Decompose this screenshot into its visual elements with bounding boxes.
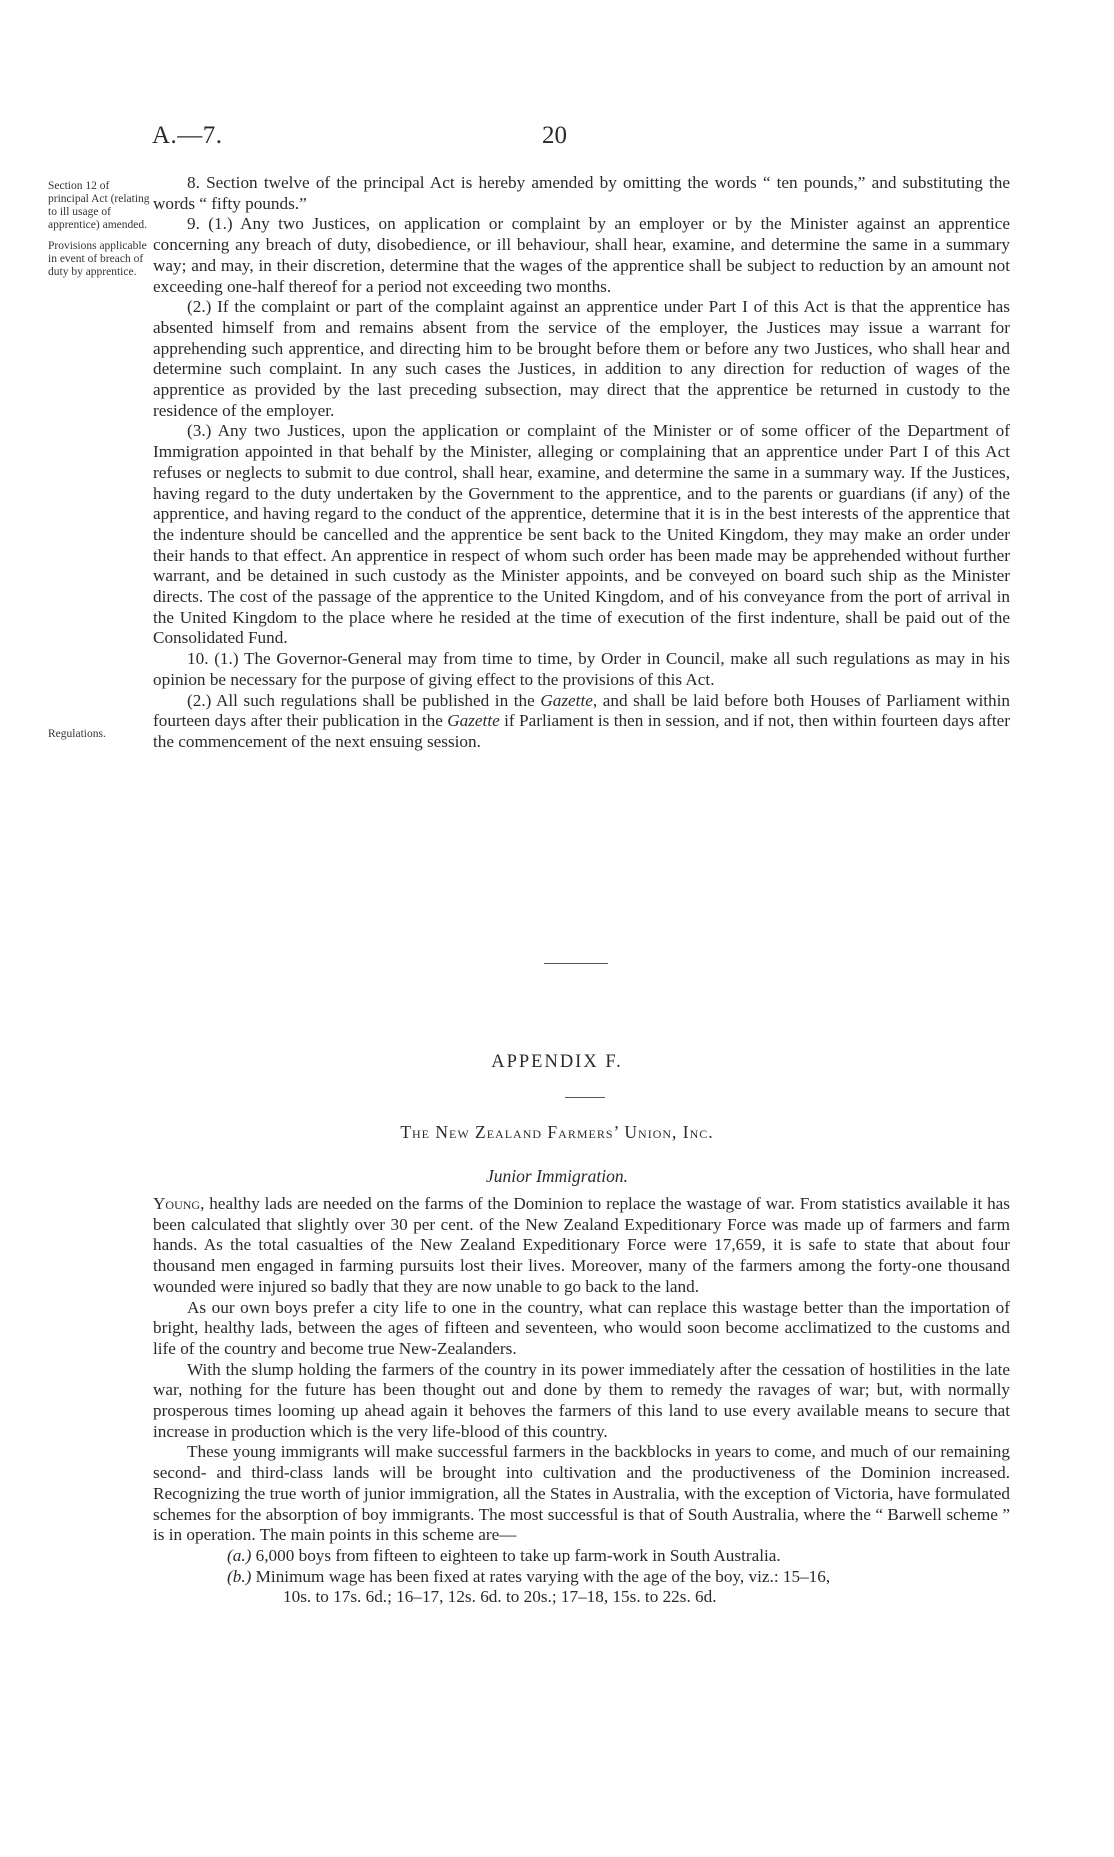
appendix-paragraph-3: With the slump holding the farmers of the country in its power immediately after the cessation of hostilities in the late war, nothing for the future has been thought out and done by them to remedy the ravages of war; but, with normally prosperous times looming up ahead again it behoves the farmers of this land to use every available means to secure that increase in production which is the very life-blood of this country. [153, 1359, 1010, 1441]
organisation-title: The New Zealand Farmers’ Union, Inc. [400, 1122, 714, 1142]
appendix-paragraph-1 [153, 1194, 1010, 1298]
list-item-a-text: 6,000 boys from fifteen to eighteen to take up farm-work in South Australia. [255, 1545, 781, 1565]
section-10-2-part-a: (2.) All such regulations shall be published in the [187, 690, 541, 710]
section-10-1: 10. (1.) The Governor-General may from time to time, by Order in Council, make all such regulations as may in his opinion be necessary for the purpose of giving effect to the provisions of this Act. [153, 649, 1010, 689]
page-number: 20 [542, 122, 567, 149]
appendix-text [153, 1194, 1010, 1608]
list-item-a [153, 1546, 1010, 1567]
list-item-b-label: (b.) [227, 1566, 252, 1586]
section-10-2 [153, 691, 1010, 753]
margin-note-provisions: Provisions applicable in event of breach of duty by apprentice. [48, 240, 147, 278]
list-item-a-label: (a.) [227, 1545, 252, 1565]
section-divider [544, 963, 608, 964]
list-item-b-text: Minimum wage has been fixed at rates varying with the age of the boy, viz.: 15–16, [255, 1566, 831, 1586]
act-text [153, 173, 1010, 753]
margin-note-regulations: Regulations. [48, 728, 106, 740]
section-10-2-part-c: if Parliament is then in session, and if not, then within fourteen days after the commencement of the next ensuing session. [153, 711, 1011, 751]
title-divider [565, 1097, 605, 1098]
section-9-2: (2.) If the complaint or part of the complaint against an apprentice under Part I of this Act is that the apprentice has absented himself from and remains absent from the service of the employer, the Justices may issue a warrant for apprehending such apprentice, and directing him to be brought before them or before any two Justices, who shall hear and determine such complaint. In any such cases the Justices, in addition to any direction for reduction of wages of the apprentice as provided by the last preceding subsection, may direct that the apprentice be returned in custody to the residence of the employer. [153, 297, 1010, 420]
section-9-1: 9. (1.) Any two Justices, on application or complaint by an employer or by the Minister against an apprentice concerning any breach of duty, disobedience, or ill behaviour, shall hear, examine, and determine the same in a summary way; and may, in their discretion, determine that the wages of the apprentice shall be subject to reduction by an amount not exceeding one-half thereof for a period not exceeding two months. [153, 214, 1010, 296]
appendix-title: APPENDIX F. [491, 1052, 623, 1072]
gazette-ref-2: Gazette [447, 711, 500, 731]
list-item-b-continuation: 10s. to 17s. 6d.; 16–17, 12s. 6d. to 20s.; 17–18, 15s. to 22s. 6d. [283, 1587, 717, 1607]
lead-word: Young [153, 1194, 201, 1213]
margin-note-section-12: Section 12 of principal Act (relating to ill usage of apprentice) amended. [48, 180, 150, 231]
document-code: A.—7. [152, 122, 223, 149]
appendix-subtitle: Junior Immigration. [486, 1166, 628, 1186]
section-10-2-part-b: , and shall be laid before both Houses of Parliament within fourteen days after their publication in the [153, 690, 1010, 731]
appendix-paragraph-4: These young immigrants will make successful farmers in the backblocks in years to come, and much of our remaining second- and third-class lands will be brought into cultivation and the productiveness of the Dominion increased. Recognizing the true worth of junior immigration, all the States in Australia, with the exception of Victoria, have formulated schemes for the absorption of boy immigrants. The most successful is that of South Australia, where the “ Barwell scheme ” is in operation. The main points in this scheme are— [153, 1442, 1010, 1545]
appendix-paragraph-1-text: , healthy lads are needed on the farms of the Dominion to replace the wastage of war. From statistics available it has been calculated that slightly over 30 per cent. of the New Zealand Expeditionary Force was made up of farmers and farm hands. As the total casualties of the New Zealand Expeditionary Force were 17,659, it is safe to state that about four thousand men engaged in farming pursuits lost their lives. Moreover, many of the farmers among the forty-one thousand wounded were injured so badly that they are now unable to go back to the land. [153, 1194, 1010, 1296]
gazette-ref-1: Gazette [540, 690, 593, 710]
appendix-paragraph-2: As our own boys prefer a city life to one in the country, what can replace this wastage better than the importation of bright, healthy lads, between the ages of fifteen and seventeen, who would soon become acclimatized to the customs and life of the country and become true New-Zealanders. [153, 1297, 1010, 1358]
list-item-b [153, 1567, 1010, 1608]
section-8: 8. Section twelve of the principal Act is hereby amended by omitting the words “ ten pounds,” and substituting the words “ fifty pounds.” [153, 173, 1010, 213]
section-9-3: (3.) Any two Justices, upon the application or complaint of the Minister or of some officer of the Department of Immigration appointed in that behalf by the Minister, alleging or complaining that an apprentice under Part I of this Act refuses or neglects to submit to due control, shall hear, examine, and determine the same in a summary way. If the Justices, having regard to the duty undertaken by the Government to the apprentice, and to the parents or guardians (if any) of the apprentice, and having regard to the conduct of the apprentice, determine that it is in the best interests of the apprentice that the indenture should be cancelled and the apprentice be sent back to the United Kingdom, they may make an order under their hands to that effect. An apprentice in respect of whom such order has been made may be apprehended without further warrant, and be detained in such custody as the Minister appoints, and be conveyed on board such ship as the Minister directs. The cost of the passage of the apprentice to the United Kingdom, and of his conveyance from the port of arrival in the United Kingdom to the place where he resided at the time of execution of the first indenture, shall be paid out of the Consolidated Fund. [153, 421, 1010, 648]
